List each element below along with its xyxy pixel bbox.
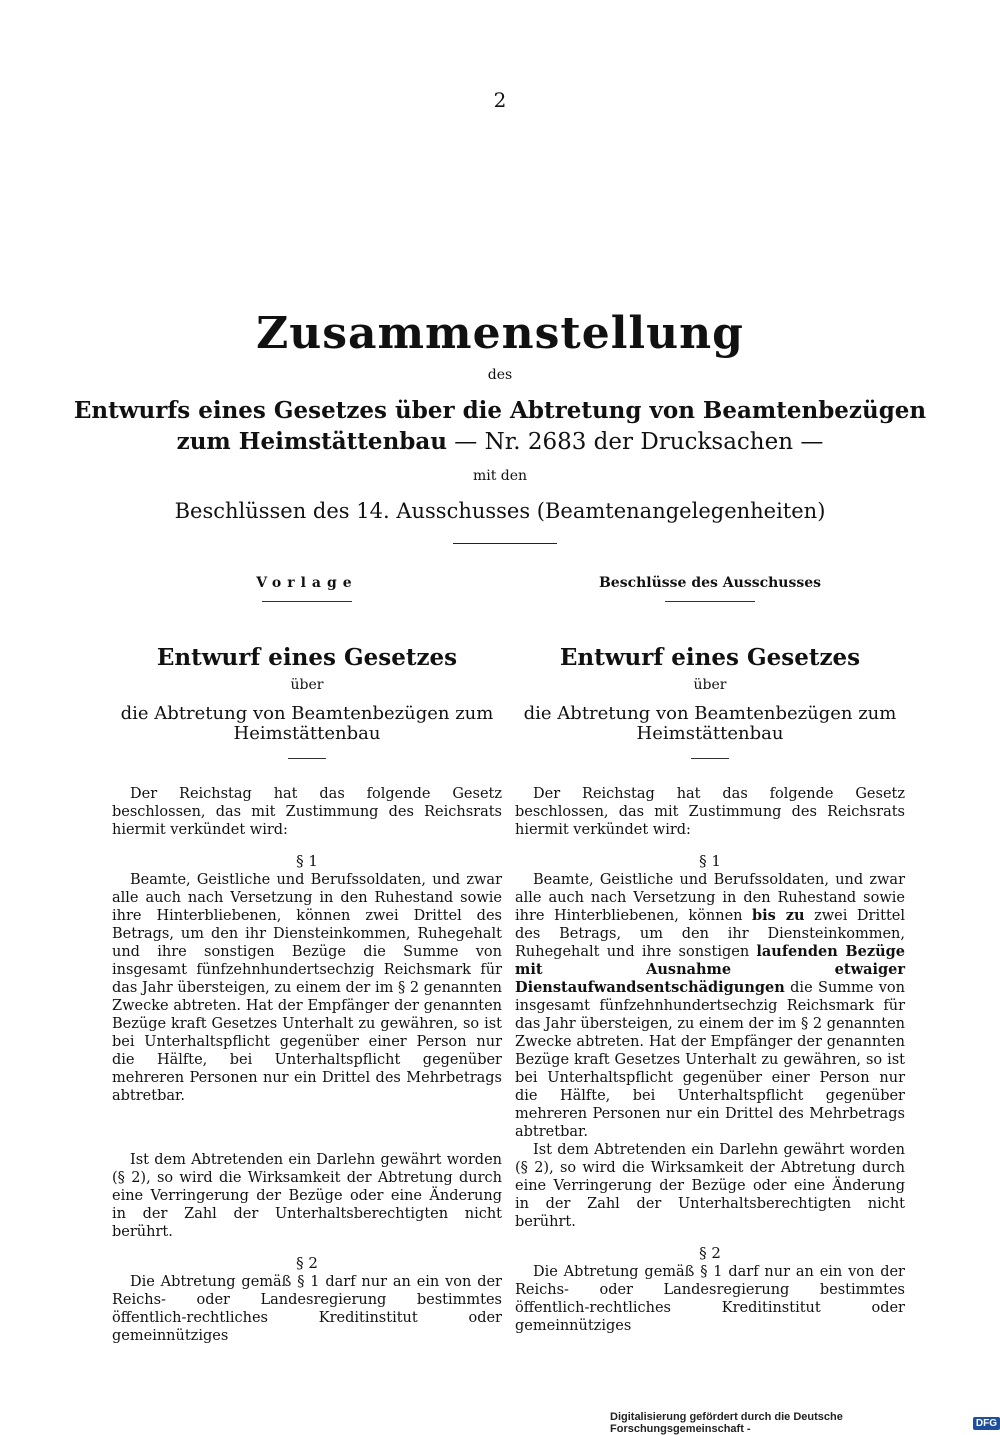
column-heading-beschluesse: Beschlüsse des Ausschusses	[598, 575, 822, 591]
law-subject: die Abtretung von Beamtenbezügen zum Heimstättenbau	[120, 703, 494, 744]
heading-underline	[262, 601, 352, 602]
section-1-paragraph-2: Ist dem Abtretenden ein Darlehn gewährt worden (§ 2), so wird die Wirksamkeit der Abtretung durch eine Verringerung der Bezüge oder eine Änderung in der Zahl der Unterhaltsberechtigten nicht berührt.	[515, 1142, 905, 1230]
law-title-ueber: über	[290, 677, 324, 693]
committee-line: Beschlüssen des 14. Ausschusses (Beamtenangelegenheiten)	[174, 499, 826, 523]
credit-text: Digitalisierung gefördert durch die Deutsche Forschungsgemeinschaft -	[610, 1411, 843, 1435]
amendment-bold-1: bis zu	[752, 907, 805, 924]
subtitle-line-1: Entwurfs eines Gesetzes über die Abtretung von Beamtenbezügen	[73, 397, 927, 424]
document-title: Zusammenstellung	[256, 308, 744, 359]
title-connector-mit-den: mit den	[472, 468, 528, 484]
digitization-credit	[610, 1412, 1000, 1434]
title-divider	[453, 543, 557, 544]
section-2-paragraph-1: Die Abtretung gemäß § 1 darf nur an ein von der Reichs- oder Landesregierung bestimmtes öffentlich-rechtliches Kreditinstitut oder gemeinnütziges	[515, 1264, 905, 1334]
column-heading-vorlage: Vorlage	[256, 575, 358, 591]
section-1-heading: § 1	[296, 852, 318, 870]
heading-underline	[665, 601, 755, 602]
section-1-paragraph-1: Beamte, Geistliche und Berufssoldaten, und zwar alle auch nach Versetzung in den Ruhestand sowie ihre Hinterbliebenen, können zwei Drittel des Betrags, um den ihr Diensteinkommen, Ruhegehalt und ihre sonstigen Bezüge die Summe von insgesamt fünfzehnhundertsechzig Reichsmark für das Jahr übersteigen, zu einem der im § 2 genannten Zwecke abtreten. Hat der Empfänger der genannten Bezüge kraft Gesetzes Unterhalt zu gewähren, so ist bei Unterhaltspflicht gegenüber einer Person nur die Hälfte, bei Unterhaltspflicht gegenüber mehreren Personen nur ein Drittel des Mehrbetrags abtretbar.	[112, 872, 502, 1104]
section-1-paragraph-2: Ist dem Abtretenden ein Darlehn gewährt worden (§ 2), so wird die Wirksamkeit der Abtretung durch eine Verringerung der Bezüge oder eine Änderung in der Zahl der Unterhaltsberechtigten nicht berührt.	[112, 1152, 502, 1240]
column-beschluesse	[515, 575, 905, 1335]
text-run: die Summe von insgesamt fünfzehnhundertsechzig Reichsmark für das Jahr übersteigen, zu einem der im § 2 genannten Zwecke abtreten. Hat der Empfänger der genannten Bezüge kraft Gesetzes Unterhalt zu gewähren, so ist bei Unterhaltspflicht gegenüber einer Person nur die Hälfte, bei Unterhaltspflicht gegenüber mehreren Personen nur ein Drittel des Mehrbetrags abtretbar.	[515, 980, 905, 1140]
title-connector-des: des	[487, 367, 513, 383]
law-title: Entwurf eines Gesetzes	[559, 644, 861, 671]
section-1-heading: § 1	[699, 852, 721, 870]
enactment-clause: Der Reichstag hat das folgende Gesetz beschlossen, das mit Zustimmung des Reichsrats hiermit verkündet wird:	[515, 786, 905, 838]
law-title: Entwurf eines Gesetzes	[156, 644, 458, 671]
page-number: 2	[493, 88, 507, 112]
section-divider	[691, 758, 729, 759]
enactment-clause: Der Reichstag hat das folgende Gesetz beschlossen, das mit Zustimmung des Reichsrats hiermit verkündet wird:	[112, 786, 502, 838]
subtitle-bold-part: zum Heimstättenbau	[176, 428, 447, 455]
subtitle-line-2	[0, 428, 1000, 455]
law-title-ueber: über	[693, 677, 727, 693]
amendment-bold-2: laufenden Bezüge mit Ausnahme etwaiger Dienstaufwandsentschädigungen	[515, 943, 905, 996]
section-2-paragraph-1: Die Abtretung gemäß § 1 darf nur an ein von der Reichs- oder Landesregierung bestimmtes öffentlich-rechtliches Kreditinstitut oder gemeinnütziges	[112, 1274, 502, 1344]
section-divider	[288, 758, 326, 759]
section-2-heading: § 2	[699, 1244, 721, 1262]
section-2-heading: § 2	[296, 1254, 318, 1272]
subtitle-reference: — Nr. 2683 der Drucksachen —	[447, 429, 824, 455]
dfg-logo: DFG	[973, 1417, 1000, 1430]
section-1-paragraph-1	[515, 871, 905, 1141]
text-run: zwei Drittel des Betrags, um den ihr Diensteinkommen, Ruhegehalt und ihre sonstigen	[515, 908, 905, 960]
law-subject: die Abtretung von Beamtenbezügen zum Heimstättenbau	[523, 703, 897, 744]
column-vorlage	[112, 575, 502, 1345]
text-run: Beamte, Geistliche und Berufssoldaten, und zwar alle auch nach Versetzung in den Ruhestand sowie ihre Hinterbliebenen, können	[515, 872, 905, 924]
